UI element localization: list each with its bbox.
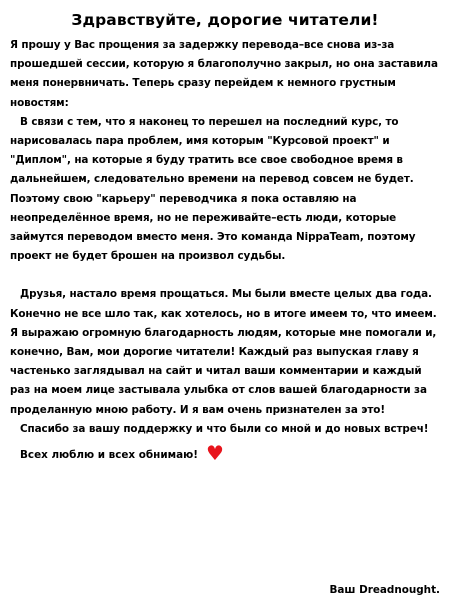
signature: Ваш Dreadnought. [329,584,440,596]
paragraph-farewell: Друзья, настало время прощаться. Мы были вместе целых два года. Конечно не все шло так, как хотелось, но в итоге имеем то, что имеем. Я выражаю огромную благодарность людям, которые мне помогали и, конечно, Вам, мои дорогие читатели! Каждый раз выпуская главу я частенько заглядывал на сайт и читал ваши комментарии и каждый раз на моем лице застывала улыбка от слов вашей благодарности за проделанную мною работу. И я вам очень признателен за это! [10,288,437,416]
paragraph-thanks: Спасибо за вашу поддержку и что были со мной и до новых встреч! [20,422,429,435]
closing-line [10,441,440,466]
heart-icon: ♥ [205,441,224,466]
letter-title: Здравствуйте, дорогие читатели! [71,11,379,29]
paragraph-gap [10,266,440,285]
paragraph-apology: Я прошу у Вас прощения за задержку перевода–все снова из-за прошедшей сессии, которую я благополучно закрыл, но она заставила меня понервничать. Теперь сразу перейдем к немного грустным новостям: [10,39,438,109]
closing-text: Всех люблю и всех обнимаю! [20,449,198,462]
paragraph-news: В связи с тем, что я наконец то перешел на последний курс, то нарисовалась пара проблем, имя которым "Курсовой проект" и "Диплом", на которые я буду тратить все свое свободное время в дальнейшем, следовательно времени на перевод совсем не будет. Поэтому свою "карьеру" переводчика я пока оставляю на неопределённое время, но не переживайте–есть люди, которые займутся переводом вместо меня. Это команда NippaTeam, поэтому проект не будет брошен на произвол судьбы. [10,115,416,263]
